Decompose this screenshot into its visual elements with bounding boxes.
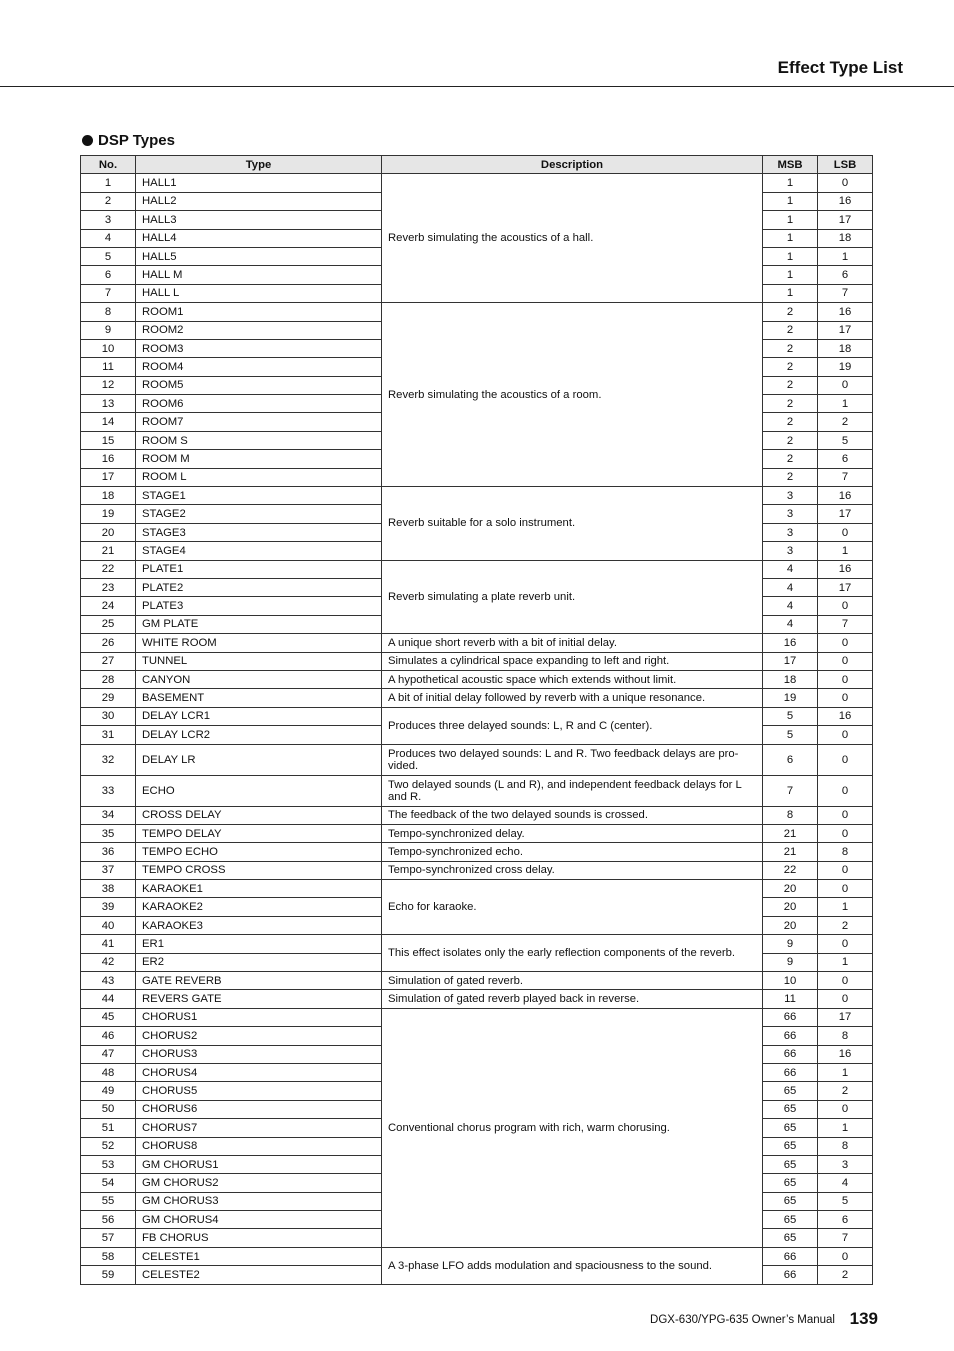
cell-type: TUNNEL <box>136 652 382 670</box>
cell-lsb: 16 <box>818 560 873 578</box>
cell-description: A unique short reverb with a bit of initial delay. <box>382 634 763 652</box>
cell-lsb: 0 <box>818 652 873 670</box>
cell-no: 54 <box>81 1174 136 1192</box>
cell-lsb: 6 <box>818 1211 873 1229</box>
cell-no: 6 <box>81 266 136 284</box>
cell-lsb: 16 <box>818 192 873 210</box>
cell-lsb: 17 <box>818 578 873 596</box>
cell-no: 1 <box>81 174 136 192</box>
cell-msb: 10 <box>763 972 818 990</box>
cell-lsb: 0 <box>818 880 873 898</box>
cell-type: CHORUS4 <box>136 1063 382 1081</box>
cell-lsb: 0 <box>818 935 873 953</box>
cell-msb: 2 <box>763 321 818 339</box>
cell-lsb: 19 <box>818 358 873 376</box>
table-row <box>81 861 873 879</box>
cell-lsb: 0 <box>818 376 873 394</box>
cell-type: CHORUS7 <box>136 1119 382 1137</box>
cell-lsb: 16 <box>818 303 873 321</box>
cell-type: DELAY LCR1 <box>136 707 382 725</box>
col-header-type: Type <box>136 156 382 174</box>
cell-description: Simulation of gated reverb played back in reverse. <box>382 990 763 1008</box>
table-row <box>81 707 873 725</box>
cell-type: ER2 <box>136 953 382 971</box>
cell-lsb: 2 <box>818 413 873 431</box>
cell-type: DELAY LCR2 <box>136 726 382 744</box>
table-row <box>81 972 873 990</box>
cell-lsb: 0 <box>818 689 873 707</box>
cell-no: 8 <box>81 303 136 321</box>
cell-no: 23 <box>81 578 136 596</box>
cell-lsb: 0 <box>818 1100 873 1118</box>
cell-msb: 65 <box>763 1137 818 1155</box>
cell-msb: 66 <box>763 1247 818 1265</box>
cell-lsb: 3 <box>818 1155 873 1173</box>
cell-type: HALL2 <box>136 192 382 210</box>
cell-type: HALL L <box>136 284 382 302</box>
cell-type: ROOM L <box>136 468 382 486</box>
cell-no: 41 <box>81 935 136 953</box>
cell-no: 53 <box>81 1155 136 1173</box>
cell-no: 33 <box>81 775 136 806</box>
cell-type: ROOM4 <box>136 358 382 376</box>
cell-type: KARAOKE3 <box>136 916 382 934</box>
cell-msb: 19 <box>763 689 818 707</box>
cell-msb: 5 <box>763 726 818 744</box>
cell-lsb: 0 <box>818 634 873 652</box>
cell-no: 10 <box>81 339 136 357</box>
cell-msb: 2 <box>763 376 818 394</box>
cell-lsb: 0 <box>818 972 873 990</box>
cell-description: The feedback of the two delayed sounds is crossed. <box>382 806 763 824</box>
cell-type: PLATE3 <box>136 597 382 615</box>
cell-no: 45 <box>81 1008 136 1026</box>
cell-no: 55 <box>81 1192 136 1210</box>
section-title: DSP Types <box>98 132 175 149</box>
cell-type: GATE REVERB <box>136 972 382 990</box>
cell-type: CHORUS3 <box>136 1045 382 1063</box>
cell-lsb: 1 <box>818 1119 873 1137</box>
cell-lsb: 17 <box>818 321 873 339</box>
table-row <box>81 1008 873 1026</box>
cell-type: BASEMENT <box>136 689 382 707</box>
cell-description: Produces three delayed sounds: L, R and C (center). <box>382 707 763 744</box>
cell-type: TEMPO CROSS <box>136 861 382 879</box>
cell-lsb: 7 <box>818 615 873 633</box>
cell-lsb: 8 <box>818 1137 873 1155</box>
table-row <box>81 689 873 707</box>
cell-msb: 66 <box>763 1266 818 1284</box>
cell-msb: 6 <box>763 744 818 775</box>
cell-lsb: 18 <box>818 339 873 357</box>
cell-type: GM CHORUS2 <box>136 1174 382 1192</box>
cell-no: 49 <box>81 1082 136 1100</box>
cell-no: 18 <box>81 487 136 505</box>
cell-no: 11 <box>81 358 136 376</box>
cell-lsb: 7 <box>818 1229 873 1247</box>
cell-description: Simulates a cylindrical space expanding to left and right. <box>382 652 763 670</box>
cell-msb: 18 <box>763 670 818 688</box>
cell-type: ROOM6 <box>136 395 382 413</box>
cell-msb: 65 <box>763 1192 818 1210</box>
cell-msb: 20 <box>763 880 818 898</box>
table-row <box>81 652 873 670</box>
cell-type: TEMPO ECHO <box>136 843 382 861</box>
cell-lsb: 0 <box>818 670 873 688</box>
cell-type: STAGE3 <box>136 523 382 541</box>
cell-type: CHORUS8 <box>136 1137 382 1155</box>
cell-msb: 1 <box>763 174 818 192</box>
cell-no: 2 <box>81 192 136 210</box>
cell-lsb: 1 <box>818 542 873 560</box>
cell-msb: 4 <box>763 560 818 578</box>
cell-no: 28 <box>81 670 136 688</box>
cell-lsb: 6 <box>818 266 873 284</box>
cell-type: CHORUS2 <box>136 1027 382 1045</box>
cell-no: 51 <box>81 1119 136 1137</box>
cell-no: 29 <box>81 689 136 707</box>
cell-no: 57 <box>81 1229 136 1247</box>
cell-lsb: 6 <box>818 450 873 468</box>
cell-lsb: 0 <box>818 744 873 775</box>
cell-msb: 3 <box>763 487 818 505</box>
cell-no: 46 <box>81 1027 136 1045</box>
cell-msb: 2 <box>763 395 818 413</box>
cell-msb: 2 <box>763 450 818 468</box>
cell-no: 17 <box>81 468 136 486</box>
table-row <box>81 880 873 898</box>
cell-msb: 2 <box>763 303 818 321</box>
cell-type: HALL M <box>136 266 382 284</box>
cell-type: HALL1 <box>136 174 382 192</box>
cell-type: CELESTE1 <box>136 1247 382 1265</box>
table-row <box>81 843 873 861</box>
cell-no: 59 <box>81 1266 136 1284</box>
cell-msb: 1 <box>763 229 818 247</box>
cell-no: 13 <box>81 395 136 413</box>
cell-msb: 2 <box>763 358 818 376</box>
cell-lsb: 1 <box>818 953 873 971</box>
cell-description: A bit of initial delay followed by reverb with a unique resonance. <box>382 689 763 707</box>
cell-no: 27 <box>81 652 136 670</box>
cell-msb: 65 <box>763 1155 818 1173</box>
cell-no: 34 <box>81 806 136 824</box>
cell-no: 31 <box>81 726 136 744</box>
cell-type: ROOM M <box>136 450 382 468</box>
cell-msb: 7 <box>763 775 818 806</box>
cell-no: 56 <box>81 1211 136 1229</box>
cell-msb: 66 <box>763 1063 818 1081</box>
cell-type: STAGE1 <box>136 487 382 505</box>
cell-lsb: 7 <box>818 284 873 302</box>
cell-no: 5 <box>81 247 136 265</box>
cell-msb: 65 <box>763 1082 818 1100</box>
cell-msb: 1 <box>763 192 818 210</box>
cell-type: ROOM5 <box>136 376 382 394</box>
table-row <box>81 990 873 1008</box>
cell-msb: 1 <box>763 284 818 302</box>
cell-type: CHORUS1 <box>136 1008 382 1026</box>
cell-no: 47 <box>81 1045 136 1063</box>
cell-type: DELAY LR <box>136 744 382 775</box>
cell-type: GM CHORUS1 <box>136 1155 382 1173</box>
cell-lsb: 0 <box>818 806 873 824</box>
table-row <box>81 634 873 652</box>
cell-description: Simulation of gated reverb. <box>382 972 763 990</box>
cell-no: 50 <box>81 1100 136 1118</box>
cell-msb: 2 <box>763 413 818 431</box>
cell-type: ROOM7 <box>136 413 382 431</box>
table-row <box>81 824 873 842</box>
cell-lsb: 8 <box>818 843 873 861</box>
cell-no: 12 <box>81 376 136 394</box>
section-heading <box>82 132 175 149</box>
cell-type: KARAOKE1 <box>136 880 382 898</box>
cell-lsb: 0 <box>818 824 873 842</box>
cell-no: 20 <box>81 523 136 541</box>
cell-no: 32 <box>81 744 136 775</box>
cell-description: Reverb suitable for a solo instrument. <box>382 487 763 561</box>
cell-no: 44 <box>81 990 136 1008</box>
cell-type: PLATE1 <box>136 560 382 578</box>
table-row <box>81 775 873 806</box>
cell-no: 15 <box>81 431 136 449</box>
cell-no: 39 <box>81 898 136 916</box>
bullet-icon <box>82 135 93 146</box>
cell-no: 24 <box>81 597 136 615</box>
cell-lsb: 0 <box>818 726 873 744</box>
cell-msb: 66 <box>763 1027 818 1045</box>
cell-msb: 1 <box>763 247 818 265</box>
cell-no: 3 <box>81 211 136 229</box>
cell-type: WHITE ROOM <box>136 634 382 652</box>
cell-no: 25 <box>81 615 136 633</box>
cell-lsb: 0 <box>818 597 873 615</box>
cell-type: STAGE2 <box>136 505 382 523</box>
table-row <box>81 670 873 688</box>
cell-type: ROOM S <box>136 431 382 449</box>
cell-no: 38 <box>81 880 136 898</box>
cell-no: 42 <box>81 953 136 971</box>
cell-type: ER1 <box>136 935 382 953</box>
cell-type: REVERS GATE <box>136 990 382 1008</box>
cell-type: CHORUS6 <box>136 1100 382 1118</box>
cell-lsb: 17 <box>818 1008 873 1026</box>
cell-msb: 9 <box>763 935 818 953</box>
cell-msb: 17 <box>763 652 818 670</box>
cell-no: 40 <box>81 916 136 934</box>
cell-lsb: 2 <box>818 1082 873 1100</box>
cell-no: 22 <box>81 560 136 578</box>
cell-no: 7 <box>81 284 136 302</box>
cell-msb: 3 <box>763 542 818 560</box>
cell-description: A hypothetical acoustic space which extends without limit. <box>382 670 763 688</box>
cell-lsb: 1 <box>818 395 873 413</box>
table-row <box>81 487 873 505</box>
cell-type: GM PLATE <box>136 615 382 633</box>
cell-lsb: 17 <box>818 505 873 523</box>
cell-msb: 65 <box>763 1229 818 1247</box>
cell-no: 21 <box>81 542 136 560</box>
dsp-types-table <box>80 155 873 1285</box>
cell-description: Produces two delayed sounds: L and R. Two feedback delays are pro-vided. <box>382 744 763 775</box>
cell-no: 43 <box>81 972 136 990</box>
cell-lsb: 1 <box>818 898 873 916</box>
cell-lsb: 16 <box>818 487 873 505</box>
cell-type: GM CHORUS4 <box>136 1211 382 1229</box>
cell-msb: 22 <box>763 861 818 879</box>
cell-msb: 2 <box>763 468 818 486</box>
table-body <box>81 174 873 1284</box>
cell-msb: 65 <box>763 1100 818 1118</box>
cell-type: HALL3 <box>136 211 382 229</box>
cell-description: Reverb simulating the acoustics of a room. <box>382 303 763 487</box>
table-header-row <box>81 156 873 174</box>
cell-no: 58 <box>81 1247 136 1265</box>
cell-no: 9 <box>81 321 136 339</box>
cell-lsb: 16 <box>818 1045 873 1063</box>
cell-no: 19 <box>81 505 136 523</box>
cell-type: KARAOKE2 <box>136 898 382 916</box>
cell-type: ECHO <box>136 775 382 806</box>
cell-lsb: 0 <box>818 174 873 192</box>
cell-msb: 9 <box>763 953 818 971</box>
cell-lsb: 18 <box>818 229 873 247</box>
cell-description: Two delayed sounds (L and R), and independent feedback delays for L and R. <box>382 775 763 806</box>
cell-msb: 3 <box>763 523 818 541</box>
cell-description: Echo for karaoke. <box>382 880 763 935</box>
table-row <box>81 560 873 578</box>
cell-msb: 1 <box>763 266 818 284</box>
cell-msb: 4 <box>763 578 818 596</box>
cell-type: STAGE4 <box>136 542 382 560</box>
cell-description: Reverb simulating the acoustics of a hall. <box>382 174 763 303</box>
cell-type: CROSS DELAY <box>136 806 382 824</box>
cell-description: A 3-phase LFO adds modulation and spaciousness to the sound. <box>382 1247 763 1284</box>
cell-type: CANYON <box>136 670 382 688</box>
header-rule <box>0 86 954 87</box>
cell-type: FB CHORUS <box>136 1229 382 1247</box>
cell-no: 37 <box>81 861 136 879</box>
footer-manual-name: DGX-630/YPG-635 Owner’s Manual <box>650 1314 835 1326</box>
cell-type: HALL4 <box>136 229 382 247</box>
page-header-title: Effect Type List <box>777 58 903 77</box>
cell-description: Conventional chorus program with rich, warm chorusing. <box>382 1008 763 1247</box>
cell-lsb: 16 <box>818 707 873 725</box>
cell-type: PLATE2 <box>136 578 382 596</box>
cell-description: Reverb simulating a plate reverb unit. <box>382 560 763 634</box>
cell-msb: 20 <box>763 916 818 934</box>
cell-no: 16 <box>81 450 136 468</box>
cell-msb: 65 <box>763 1211 818 1229</box>
cell-lsb: 0 <box>818 990 873 1008</box>
cell-lsb: 2 <box>818 1266 873 1284</box>
cell-type: CELESTE2 <box>136 1266 382 1284</box>
table-row <box>81 806 873 824</box>
col-header-description: Description <box>382 156 763 174</box>
cell-msb: 66 <box>763 1008 818 1026</box>
cell-lsb: 0 <box>818 523 873 541</box>
cell-description: Tempo-synchronized delay. <box>382 824 763 842</box>
cell-lsb: 8 <box>818 1027 873 1045</box>
table-row <box>81 744 873 775</box>
cell-msb: 66 <box>763 1045 818 1063</box>
cell-type: ROOM1 <box>136 303 382 321</box>
page-number: 139 <box>849 1309 878 1328</box>
cell-lsb: 0 <box>818 861 873 879</box>
cell-type: CHORUS5 <box>136 1082 382 1100</box>
cell-description: This effect isolates only the early reflection components of the reverb. <box>382 935 763 972</box>
cell-lsb: 7 <box>818 468 873 486</box>
cell-type: TEMPO DELAY <box>136 824 382 842</box>
table-row <box>81 1247 873 1265</box>
cell-msb: 2 <box>763 431 818 449</box>
cell-msb: 20 <box>763 898 818 916</box>
cell-description: Tempo-synchronized cross delay. <box>382 861 763 879</box>
cell-msb: 2 <box>763 339 818 357</box>
cell-type: ROOM3 <box>136 339 382 357</box>
cell-msb: 65 <box>763 1119 818 1137</box>
cell-msb: 65 <box>763 1174 818 1192</box>
cell-no: 35 <box>81 824 136 842</box>
cell-msb: 5 <box>763 707 818 725</box>
col-header-lsb: LSB <box>818 156 873 174</box>
cell-lsb: 4 <box>818 1174 873 1192</box>
table-row <box>81 174 873 192</box>
cell-lsb: 1 <box>818 1063 873 1081</box>
cell-msb: 4 <box>763 615 818 633</box>
cell-msb: 16 <box>763 634 818 652</box>
cell-lsb: 2 <box>818 916 873 934</box>
cell-no: 30 <box>81 707 136 725</box>
cell-no: 14 <box>81 413 136 431</box>
cell-lsb: 0 <box>818 775 873 806</box>
table-row <box>81 935 873 953</box>
cell-type: GM CHORUS3 <box>136 1192 382 1210</box>
cell-no: 26 <box>81 634 136 652</box>
cell-msb: 11 <box>763 990 818 1008</box>
col-header-msb: MSB <box>763 156 818 174</box>
cell-msb: 1 <box>763 211 818 229</box>
cell-no: 36 <box>81 843 136 861</box>
cell-lsb: 17 <box>818 211 873 229</box>
cell-msb: 4 <box>763 597 818 615</box>
cell-no: 48 <box>81 1063 136 1081</box>
col-header-no: No. <box>81 156 136 174</box>
cell-lsb: 5 <box>818 1192 873 1210</box>
cell-lsb: 5 <box>818 431 873 449</box>
cell-type: HALL5 <box>136 247 382 265</box>
cell-no: 4 <box>81 229 136 247</box>
cell-msb: 21 <box>763 824 818 842</box>
cell-no: 52 <box>81 1137 136 1155</box>
cell-msb: 3 <box>763 505 818 523</box>
cell-lsb: 0 <box>818 1247 873 1265</box>
cell-lsb: 1 <box>818 247 873 265</box>
cell-description: Tempo-synchronized echo. <box>382 843 763 861</box>
cell-type: ROOM2 <box>136 321 382 339</box>
cell-msb: 8 <box>763 806 818 824</box>
cell-msb: 21 <box>763 843 818 861</box>
table-row <box>81 303 873 321</box>
